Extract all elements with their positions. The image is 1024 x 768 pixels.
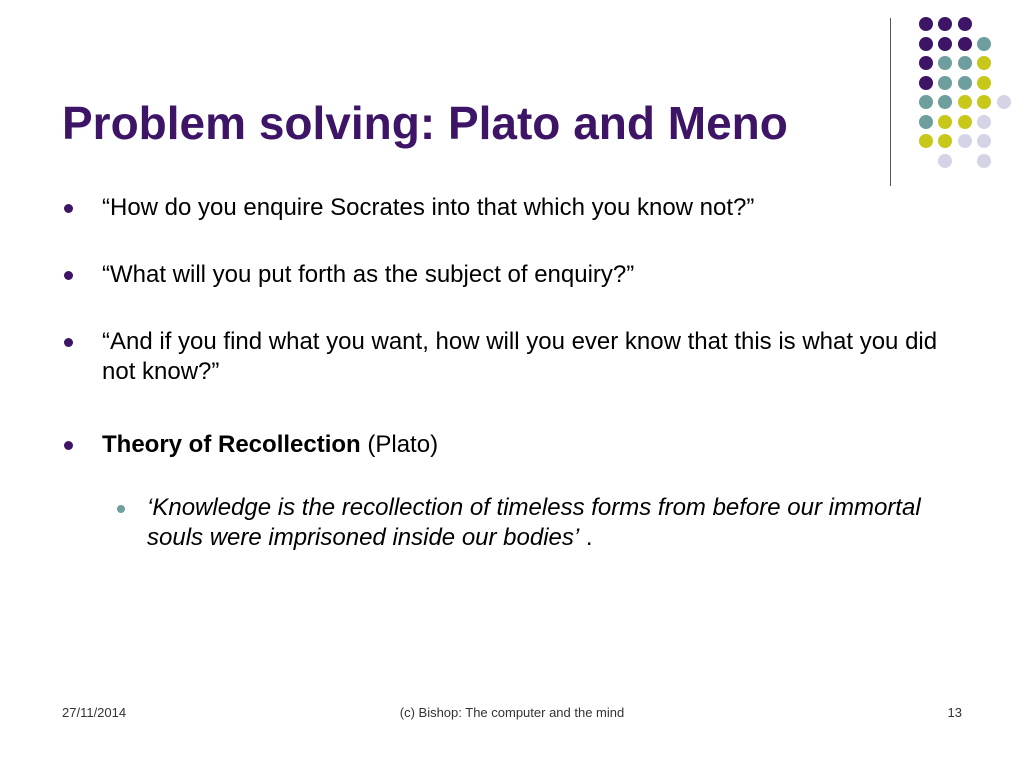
slide-title: Problem solving: Plato and Meno bbox=[62, 97, 788, 149]
decor-dot bbox=[938, 115, 952, 129]
decor-dot bbox=[919, 95, 933, 109]
decor-dot bbox=[938, 154, 952, 168]
decor-dot bbox=[958, 56, 972, 70]
bullet-item bbox=[62, 430, 962, 460]
decor-dot bbox=[919, 56, 933, 70]
decor-dot bbox=[938, 134, 952, 148]
decor-dot bbox=[958, 37, 972, 51]
bullet-item bbox=[62, 193, 962, 223]
footer-caption: (c) Bishop: The computer and the mind bbox=[399, 705, 625, 720]
bullet-dot bbox=[64, 204, 73, 213]
sub-bullet-dot bbox=[117, 505, 125, 513]
decor-dot bbox=[977, 134, 991, 148]
decor-dot bbox=[938, 76, 952, 90]
decor-dot bbox=[919, 134, 933, 148]
bullet-text: And if you find what you want, how will you ever know that this is what you did not know? bbox=[102, 328, 938, 385]
decor-dot bbox=[938, 37, 952, 51]
bullet-dot bbox=[64, 441, 73, 450]
open-quote: ‘ bbox=[147, 494, 153, 521]
bullet-item bbox=[62, 327, 962, 387]
decor-dot bbox=[919, 115, 933, 129]
open-quote: “ bbox=[102, 328, 110, 355]
decor-dot bbox=[958, 17, 972, 31]
decor-dot bbox=[919, 17, 933, 31]
open-quote: “ bbox=[102, 261, 110, 288]
decor-dot bbox=[977, 95, 991, 109]
decor-dot bbox=[919, 76, 933, 90]
bullet-text: (Plato) bbox=[360, 431, 439, 458]
decor-dot bbox=[919, 37, 933, 51]
sub-bullet-text: Knowledge is the recollection of timeless forms from before our immortal souls were imprisoned inside our bodies bbox=[147, 494, 921, 551]
footer-date: 27/11/2014 bbox=[62, 705, 127, 720]
decor-dot bbox=[958, 134, 972, 148]
bullet-item bbox=[62, 260, 962, 290]
close-quote: ” bbox=[211, 358, 220, 385]
decor-dot bbox=[997, 95, 1011, 109]
bullet-text: What will you put forth as the subject of enquiry? bbox=[110, 261, 627, 288]
bullet-bold-text: Theory of Recollection bbox=[102, 431, 361, 458]
decor-dot bbox=[938, 56, 952, 70]
decor-dot bbox=[958, 76, 972, 90]
decor-dot bbox=[958, 115, 972, 129]
decor-dot bbox=[977, 115, 991, 129]
sub-bullet-tail: . bbox=[579, 524, 593, 551]
bullet-dot bbox=[64, 338, 73, 347]
decor-dot bbox=[958, 95, 972, 109]
open-quote: “ bbox=[102, 194, 110, 221]
close-quote: ” bbox=[626, 261, 635, 288]
close-quote: ” bbox=[746, 194, 755, 221]
bullet-dot bbox=[64, 271, 73, 280]
decor-divider-line bbox=[890, 18, 891, 186]
decor-dot bbox=[938, 17, 952, 31]
footer-page-number: 13 bbox=[947, 705, 962, 720]
close-quote: ’ bbox=[573, 524, 580, 551]
decor-dot bbox=[977, 76, 991, 90]
bullet-text: How do you enquire Socrates into that which you know not? bbox=[110, 194, 747, 221]
bullet-list bbox=[62, 193, 962, 590]
decor-dot bbox=[977, 56, 991, 70]
decor-dot bbox=[977, 37, 991, 51]
decor-dot bbox=[938, 95, 952, 109]
sub-bullet-item bbox=[107, 493, 962, 553]
decor-dot bbox=[977, 154, 991, 168]
